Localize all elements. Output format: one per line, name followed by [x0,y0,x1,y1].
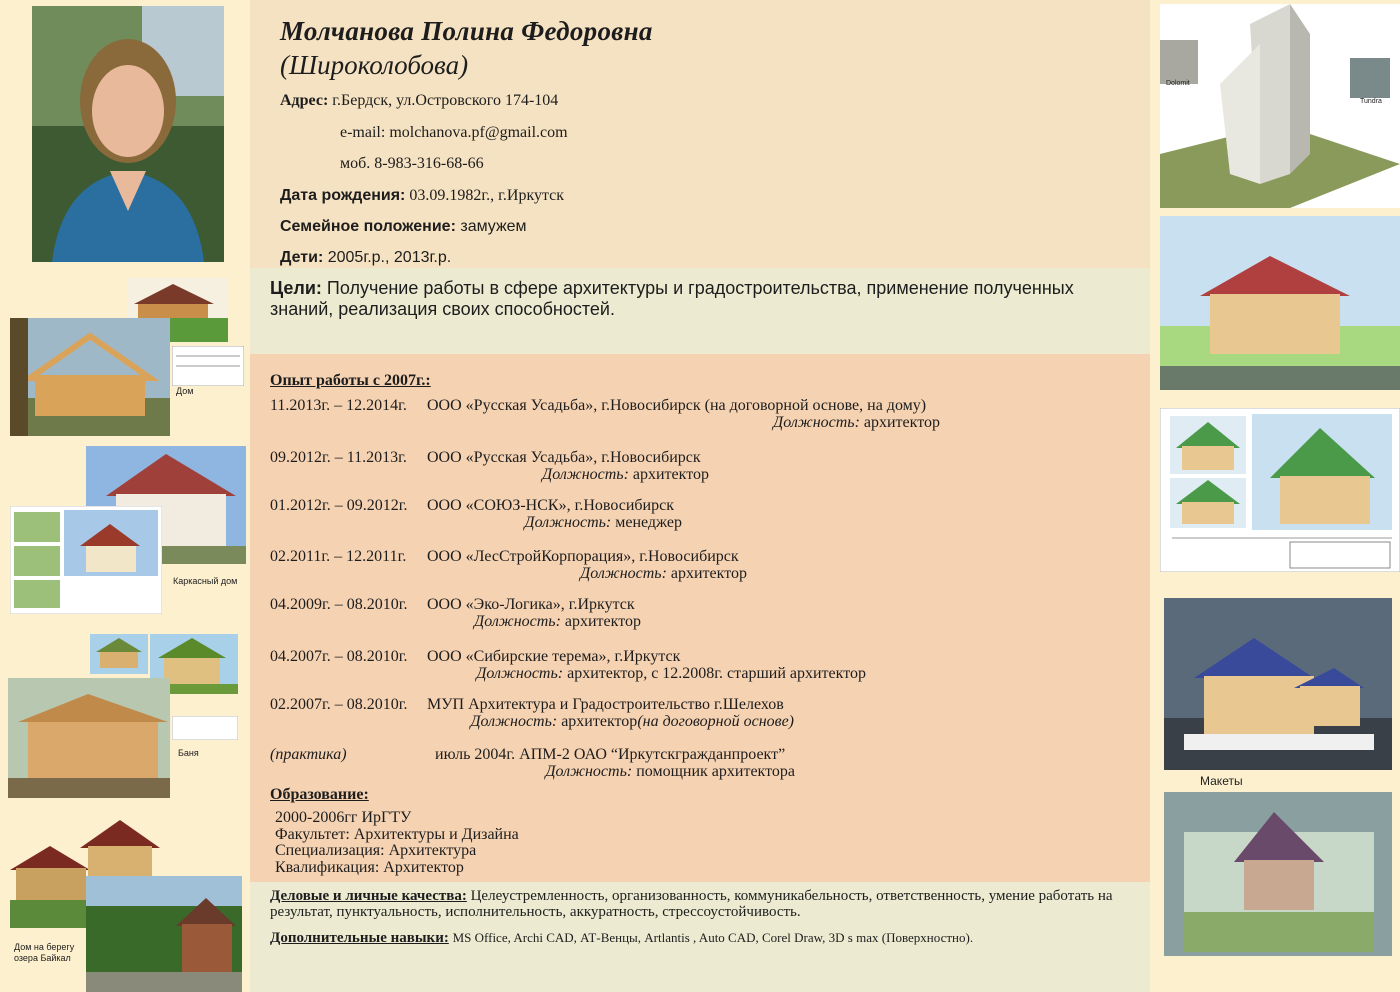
job-org: ООО «Русская Усадьба», г.Новосибирск (на договорной основе, на дому) [427,397,927,414]
children-label: Дети: [280,249,324,266]
education-line: 2000-2006гг ИрГТУ [275,809,412,826]
job-date: 02.2011г. – 12.2011г. [270,548,407,565]
position-value: архитектор [632,466,709,483]
position-value: архитектор, с 12.2008г. старший архитектор [567,665,866,682]
job-position [470,713,794,731]
job-org: МУП Архитектура и Градостроительство г.Шелехов [427,696,784,713]
job-date: 04.2009г. – 08.2010г. [270,596,408,613]
job-position [773,414,940,432]
position-value: архитектор [863,414,940,431]
position-value: архитектор [670,565,747,582]
tower-render [1160,4,1400,208]
left-gallery [0,0,250,992]
house-construction-photo [10,318,170,436]
job-position [542,466,709,484]
qualities-text [270,888,1140,920]
maiden-name: (Широколобова) [280,50,469,80]
caption-dolomit: Dolomit [1166,80,1190,87]
children-line [280,249,451,267]
position-label: Должность: [580,565,667,582]
family-label: Семейное положение: [280,218,456,235]
job-entry [270,398,926,414]
skills-label: Дополнительные навыки: [270,930,449,946]
job-position [580,565,747,583]
caption-frame-house: Каркасный дом [173,576,238,586]
job-date: 01.2012г. – 09.2012г. [270,497,408,514]
job-date: 11.2013г. – 12.2014г. [270,397,407,414]
practice-label: (практика) [270,746,347,763]
job-org: ООО «Эко-Логика», г.Иркутск [427,596,635,613]
position-label: Должность: [773,414,860,431]
birth-label: Дата рождения: [280,187,406,204]
bath-drawing [172,716,238,740]
education-title: Образование: [270,786,369,803]
address-line [280,92,558,110]
full-name: Молчанова Полина Федоровна [280,16,653,46]
bath-render-1 [90,634,148,674]
practice-entry [270,747,785,763]
family-line [280,218,527,236]
job-entry [270,450,701,466]
model-photo-1 [1164,598,1392,770]
cottage-render [1160,216,1400,390]
education-block [275,810,519,876]
bath-photo [8,678,170,798]
practice-org: июль 2004г. АПМ-2 ОАО “Иркутскгражданпроект” [435,746,786,763]
position-value: архитектор [561,713,638,730]
address-value: г.Бердск, ул.Островского 174-104 [332,92,559,109]
position-label: Должность: [545,763,633,780]
education-line: Факультет: Архитектуры и Дизайна [275,825,519,843]
family-value: замужем [460,218,527,235]
address-label: Адрес: [280,92,329,109]
resume-body [250,0,1150,992]
qualities-value: Целеустремленность, организованность, коммуникабельность, ответственность, умение работать на результат, пунктуальность, исполнительность, аккуратность, стрессоустойчивость. [270,888,1113,920]
job-date: 04.2007г. – 08.2010г. [270,648,408,665]
job-entry [270,649,680,665]
frame-house-sheet [10,506,162,614]
birth-value: 03.09.1982г., г.Иркутск [409,187,565,204]
position-value: менеджер [615,514,682,531]
job-entry [270,597,635,613]
job-entry [270,697,784,713]
right-gallery [1150,0,1400,992]
job-org: ООО «Сибирские терема», г.Иркутск [427,648,681,665]
drawing-sheet [172,346,244,386]
job-date: 09.2012г. – 11.2013г. [270,449,407,466]
experience-title: Опыт работы с 2007г.: [270,372,431,389]
goal-text [270,278,1140,320]
job-org: ООО «ЛесСтройКорпорация», г.Новосибирск [427,548,739,565]
position-label: Должность: [524,514,612,531]
birth-line [280,187,564,205]
position-label: Должность: [542,466,629,483]
education-line: Квалификация: Архитектор [275,858,464,876]
children-value: 2005г.р., 2013г.р. [327,249,452,266]
job-entry [270,549,739,565]
caption-bath: Баня [178,748,199,758]
position-value: помощник архитектора [636,763,795,780]
caption-tundra: Tundra [1360,98,1382,105]
position-label: Должность: [470,713,558,730]
email-line: e-mail: molchanova.pf@gmail.com [340,124,568,141]
job-date: 02.2007г. – 08.2010г. [270,696,408,713]
position-value: архитектор [564,613,641,630]
skills-value: MS Office, Archi CAD, АТ-Венцы, Artlantis , Auto CAD, Corel Draw, 3D s max (Поверхностно). [452,930,974,945]
goal-value: Получение работы в сфере архитектуры и градостроительства, применение полученных знаний, реализация своих способностей. [270,278,1074,319]
experience-band [250,354,1150,882]
caption-models: Макеты [1200,774,1243,788]
skills-text [270,930,1140,946]
baikal-photo [86,876,242,992]
model-photo-2 [1164,792,1392,956]
caption-house: Дом [176,386,194,396]
job-position [474,613,641,631]
job-position [476,665,866,683]
job-entry [270,498,674,514]
position-label: Должность: [476,665,564,682]
job-position [524,514,682,532]
phone-line: моб. 8-983-316-68-66 [340,155,484,172]
qualities-label: Деловые и личные качества: [270,888,467,904]
education-line: Специализация: Архитектура [275,842,477,859]
position-note: (на договорной основе) [637,713,794,730]
practice-position [545,763,795,781]
job-org: ООО «СОЮЗ-НСК», г.Новосибирск [427,497,674,514]
job-org: ООО «Русская Усадьба», г.Новосибирск [427,449,701,466]
goal-label: Цели: [270,278,322,298]
cottage-sheet [1160,408,1400,572]
position-label: Должность: [474,613,561,630]
caption-baikal: Дом на берегу озера Байкал [14,942,75,963]
portrait-photo [32,6,224,262]
